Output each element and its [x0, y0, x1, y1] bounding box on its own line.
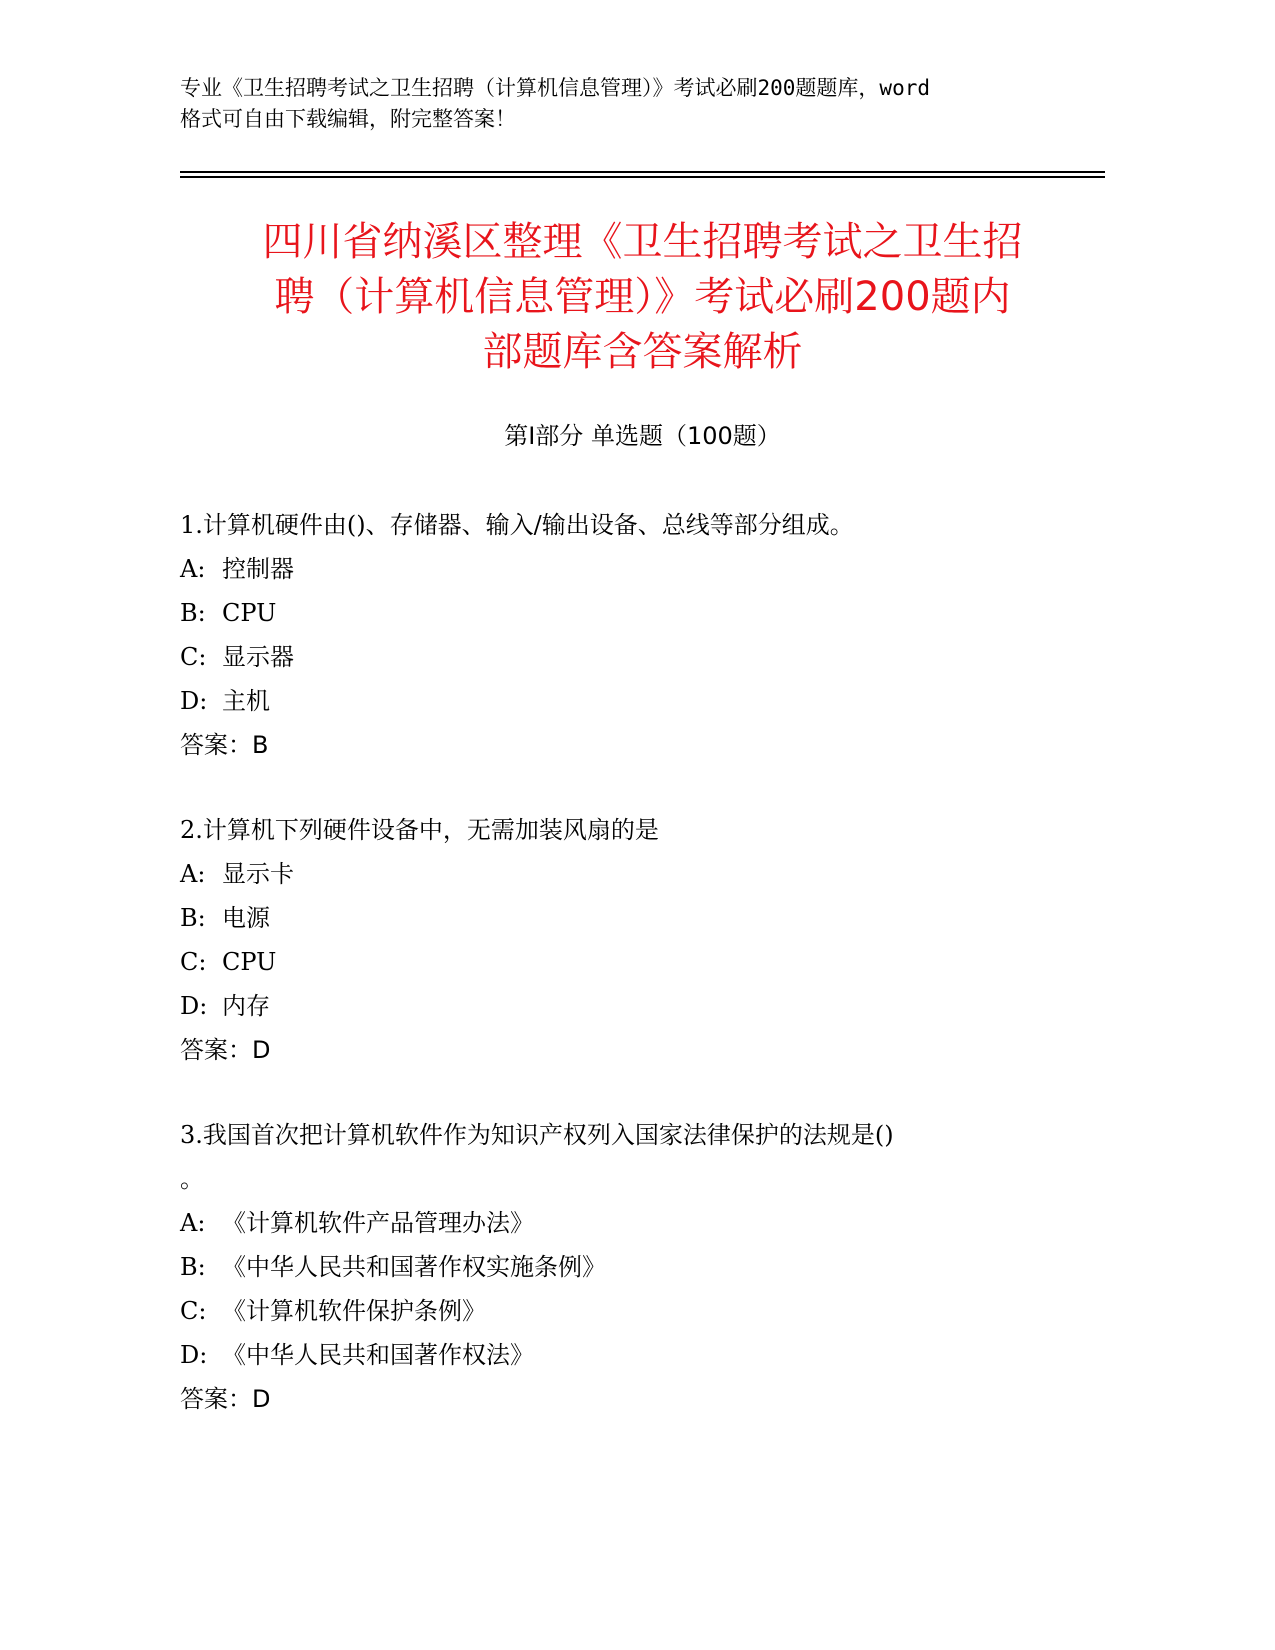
option-label: B:: [180, 904, 206, 932]
question-stem: 2.计算机下列硬件设备中，无需加装风扇的是: [180, 816, 659, 844]
option-text: 显示卡: [222, 860, 294, 888]
option-text: 《计算机软件产品管理办法》: [222, 1209, 534, 1237]
option-text: 《计算机软件保护条例》: [222, 1297, 486, 1325]
option-text: 显示器: [222, 643, 294, 671]
divider: [180, 171, 1105, 173]
option-label: B:: [180, 1253, 206, 1281]
option-text: 《中华人民共和国著作权实施条例》: [222, 1253, 606, 1281]
option-c: [180, 1289, 1105, 1333]
document-title: [180, 215, 1105, 380]
option-b: [180, 591, 1105, 635]
option-b: [180, 896, 1105, 940]
option-text: 内存: [222, 992, 270, 1020]
option-text: 控制器: [222, 555, 294, 583]
answer: 答案：D: [180, 1385, 271, 1413]
question-3: [180, 1113, 1105, 1421]
option-label: D:: [180, 992, 208, 1020]
option-text: CPU: [222, 948, 277, 976]
option-d: [180, 984, 1105, 1028]
option-text: CPU: [222, 599, 277, 627]
option-c: [180, 940, 1105, 984]
option-a: [180, 547, 1105, 591]
option-text: 电源: [222, 904, 270, 932]
option-label: C:: [180, 643, 207, 671]
question-stem: 3.我国首次把计算机软件作为知识产权列入国家法律保护的法规是(): [180, 1121, 894, 1149]
header-note: [180, 73, 1050, 135]
header-note-line: 专业《卫生招聘考试之卫生招聘（计算机信息管理）》考试必刷200题题库，word: [180, 76, 930, 100]
option-label: A:: [180, 555, 206, 583]
option-d: [180, 679, 1105, 723]
section-heading: 第Ⅰ部分 单选题（100题）: [504, 422, 781, 450]
option-b: [180, 1245, 1105, 1289]
title-line: 部题库含答案解析: [482, 329, 803, 375]
question-2: [180, 808, 1105, 1072]
title-line: 聘（计算机信息管理）》考试必刷200题内: [274, 274, 1011, 320]
option-d: [180, 1333, 1105, 1377]
option-a: [180, 1201, 1105, 1245]
option-text: 《中华人民共和国著作权法》: [222, 1341, 534, 1369]
question-stem: 1.计算机硬件由()、存储器、输入/输出设备、总线等部分组成。: [180, 511, 854, 539]
header-note-line: 格式可自由下载编辑，附完整答案！: [180, 107, 516, 131]
answer: 答案：B: [180, 731, 269, 759]
option-label: C:: [180, 1297, 207, 1325]
option-label: B:: [180, 599, 206, 627]
option-label: D:: [180, 687, 208, 715]
option-label: A:: [180, 1209, 206, 1237]
title-line: 四川省纳溪区整理《卫生招聘考试之卫生招: [262, 219, 1023, 265]
question-1: [180, 503, 1105, 767]
answer: 答案：D: [180, 1036, 271, 1064]
option-label: A:: [180, 860, 206, 888]
option-label: C:: [180, 948, 207, 976]
option-label: D:: [180, 1341, 208, 1369]
question-stem-continued: 。: [180, 1165, 204, 1193]
option-text: 主机: [222, 687, 270, 715]
option-c: [180, 635, 1105, 679]
divider: [180, 176, 1105, 178]
option-a: [180, 852, 1105, 896]
